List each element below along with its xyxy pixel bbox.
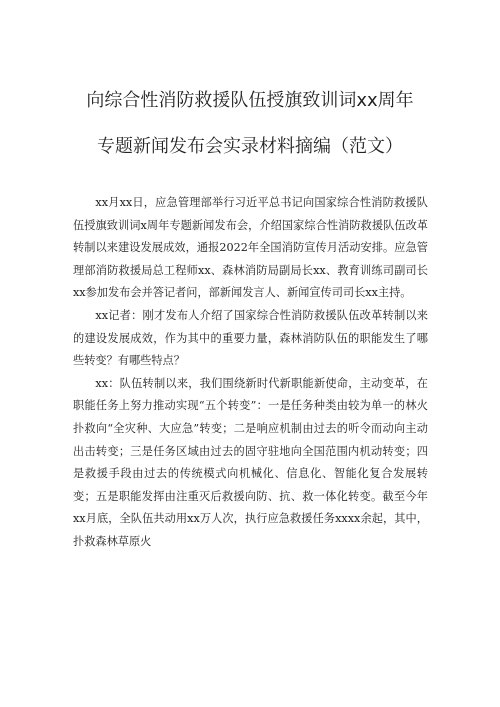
body-paragraph-intro: xx月xx日，应急管理部举行习近平总书记向国家综合性消防救援队伍授旗致训词x周年专题新闻发布会，介绍国家综合性消防救援队伍改革转制以来建设发展成效，通报2022年全国消防宣传月活动安排。应急管理部消防救援局总工程师xx、森林消防局副局长xx、教育训练司副司长xx参加发布会并答记者问，部新闻发言人、新闻宣传司司长xx主持。 — [73, 196, 428, 300]
body-paragraph-answer: xx：队伍转制以来，我们围绕新时代新职能新使命，主动变革，在职能任务上努力推动实现“五个转变”：一是任务种类由较为单一的林火扑救向“全灾种、大应急”转变；二是响应机制由过去的听令而动向主动出击转变；三是任务区域由过去的固守驻地向全国范围内机动转变；四是救援手段由过去的传统模式向机械化、信息化、智能化复合发展转变；五是职能发挥由注重灭后救援向防、抗、救一体化转变。截至今年xx月底，全队伍共动用xx万人次，执行应急救援任务xxxx余起，其中，扑救森林草原火 — [73, 376, 428, 548]
body-paragraph-question: xx记者：刚才发布人介绍了国家综合性消防救援队伍改革转制以来的建设发展成效，作为其中的重要力量，森林消防队伍的职能发生了哪些转变？有哪些特点？ — [73, 308, 428, 368]
document-title-line-2: 专题新闻发布会实录材料摘编（范文） — [97, 136, 403, 157]
document-title-line-1: 向综合性消防救援队伍授旗致训词xx周年 — [86, 90, 414, 111]
document-body — [73, 192, 428, 554]
